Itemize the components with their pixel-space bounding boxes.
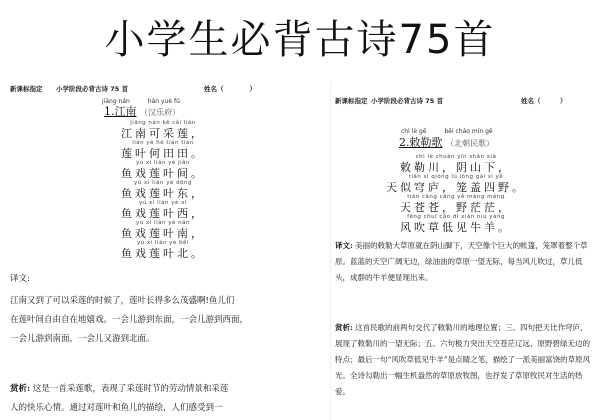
translation-text: 美丽的敕勒大草原就在阴山脚下，天空像个巨大的帐篷，笼罩着整个草原。蓝蓝的天空广阔无边，绿油油的草原一望无际，每当风儿吹过，草儿低头，成群的牛羊便显现出来。 bbox=[335, 241, 588, 282]
poem-name: 敕勒歌 bbox=[409, 136, 443, 149]
poem-line: fēng chuī cǎo dī xiàn niú yáng 风吹草低见牛羊。 bbox=[400, 214, 512, 234]
poem-author: （汉乐府） bbox=[140, 108, 180, 117]
translation-label: 译文: bbox=[10, 274, 30, 284]
poem-title-pinyin: jiāng nán hàn yuè fǔ bbox=[102, 98, 180, 105]
poem-line: chì lè chuān yīn shān xià 敕勒川，阴山下， bbox=[400, 154, 512, 174]
poem-line: yú xì lián yè xī 鱼戏莲叶西， bbox=[121, 200, 205, 220]
poem-title bbox=[104, 103, 180, 119]
header-name-right: 姓名（ ） bbox=[521, 97, 567, 105]
poem-line: yú xì lián yè jiān 鱼戏莲叶间。 bbox=[121, 160, 205, 180]
translation-label: 译文: bbox=[335, 241, 353, 250]
translation-section bbox=[335, 238, 593, 286]
right-page bbox=[330, 82, 597, 420]
appreciation-label: 赏析: bbox=[335, 323, 353, 332]
left-page bbox=[8, 76, 324, 420]
poem-name: 江南 bbox=[114, 105, 137, 118]
poem-line: yú xì lián yè běi 鱼戏莲叶北。 bbox=[121, 240, 205, 260]
appreciation-section bbox=[335, 320, 593, 400]
header-subtitle-right: 小学阶段必背古诗 75 首 bbox=[371, 97, 444, 105]
poem-author: （北朝民歌） bbox=[446, 139, 494, 148]
poem-body bbox=[108, 120, 218, 260]
poem-title bbox=[399, 134, 494, 150]
poem-line: tiān sì qióng lú lǒng gài sì yě 天似穹庐，笼盖四野。 bbox=[386, 174, 526, 194]
translation-text: 江南又到了可以采莲的时候了，莲叶长得多么茂盛啊!鱼儿们 在莲叶间自由自在地嬉戏。一会儿游到东面，一会儿游到西面， 一会儿游到南面，一会儿又游到北面。 bbox=[10, 296, 249, 344]
poem-line: jiāng nán kě cǎi lián 江南可采莲， bbox=[121, 120, 205, 140]
appreciation-section: 赏析: 这是一首采莲歌，表现了采莲时节的劳动情景和采莲 人的快乐心情。通过对莲叶和鱼儿的描绘，人们感受到一 bbox=[10, 384, 229, 413]
header-subtitle-left: 小学阶段必背古诗 75 首 bbox=[56, 85, 129, 93]
appreciation-text: 这首民歌的前两句交代了敕勒川的地理位置；三、四句把天比作穹庐，展现了敕勒川的一望无际；五、六句极力突出天空苍茫辽远，原野碧绿无边的特点；最后一句“风吹草低见牛羊”是点睛之笔，描绘了一派美丽富饶的草原风光。全诗勾勒出一幅生机盎然的草原放牧图，也抒发了草原牧民对生活的热爱。 bbox=[335, 323, 591, 396]
header-label-right: 新课标指定 bbox=[335, 97, 368, 105]
poem-line: yú xì lián yè nán 鱼戏莲叶南， bbox=[121, 220, 205, 240]
poem-line: lián yè hé tián tián 莲叶何田田。 bbox=[121, 140, 205, 160]
appreciation-label: 赏析: bbox=[10, 384, 31, 394]
poem-number: 1. bbox=[104, 105, 115, 118]
poem-body bbox=[371, 154, 541, 234]
poem-line: yú xì lián yè dōng 鱼戏莲叶东， bbox=[121, 180, 205, 200]
header-name-left: 姓名（ ） bbox=[204, 85, 256, 93]
header-label-left: 新课标指定 bbox=[10, 85, 43, 93]
poem-title-pinyin: chì lè gē běi cháo mín gē bbox=[401, 128, 493, 135]
main-title: 小学生必背古诗75首 bbox=[104, 17, 496, 63]
poem-line: tiān cāng cāng yě máng máng 天苍苍，野茫茫， bbox=[400, 194, 512, 214]
poem-number: 2. bbox=[399, 136, 410, 149]
